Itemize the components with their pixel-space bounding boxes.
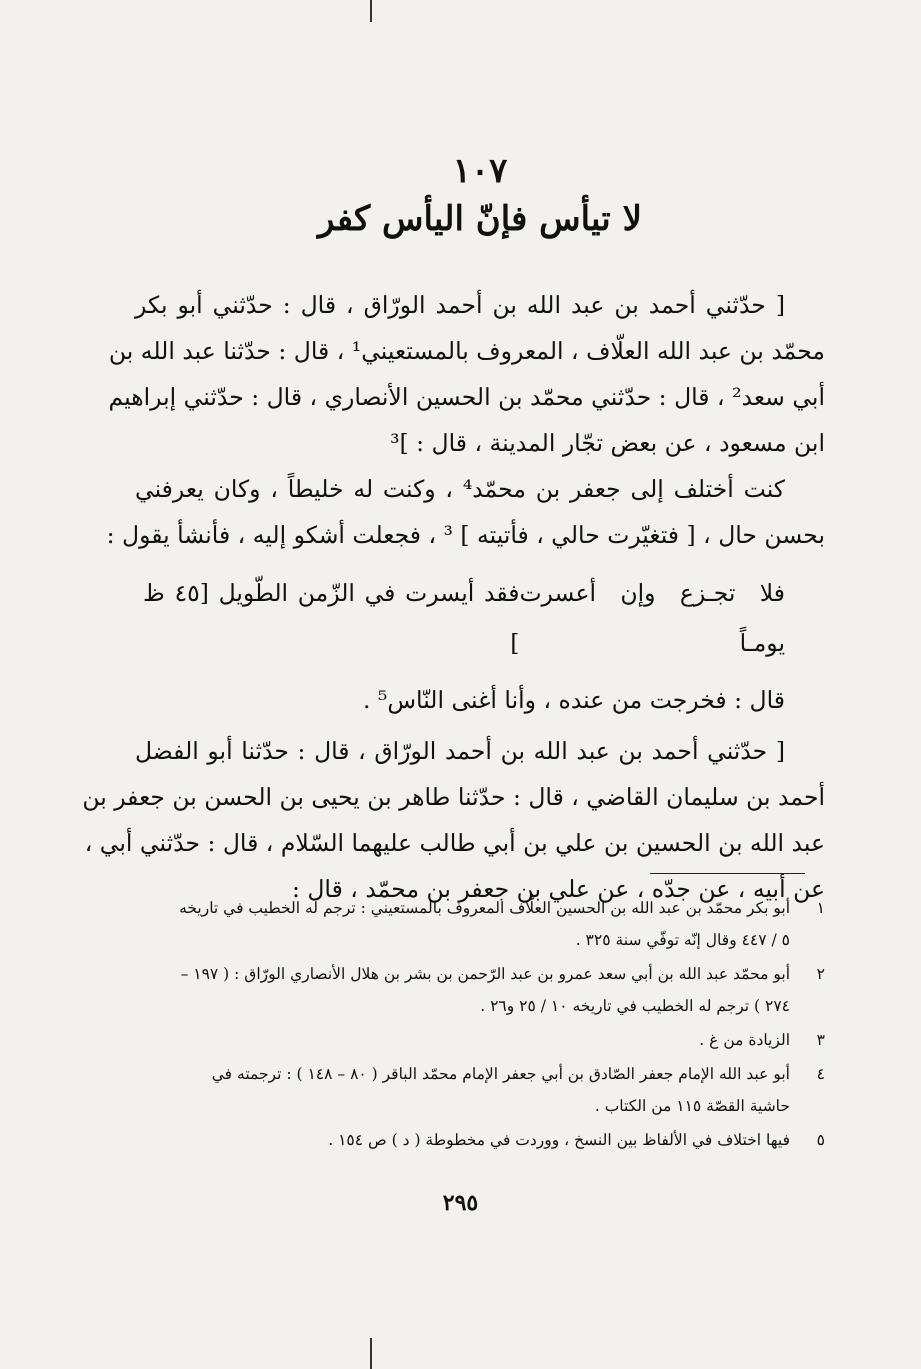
- footnote-line: أبو بكر محمّد بن عبد الله بن الحسين العلّاف المعروف بالمستعيني : ترجم له الخطيب في تاريخه: [179, 899, 790, 917]
- footnote-item: [135, 1024, 825, 1056]
- story-body: [82, 282, 825, 912]
- verse-hemistich-first: فلا تجـزع وإن أعسرت يومـاً: [519, 579, 785, 657]
- footnote-line: فيها اختلاف في الألفاظ بين النسخ ، ووردت في مخطوطة ( د ) ص ١٥٤ .: [328, 1131, 790, 1149]
- body-line-after-verse: قال : فخرجت من عنده ، وأنا أغنى النّاس⁵ .: [362, 686, 785, 714]
- footnote-number: ٥: [816, 1131, 825, 1149]
- story-title: لا تيأس فإنّ اليأس كفر: [318, 199, 642, 239]
- story-number: ١٠٧: [452, 151, 508, 191]
- footnote-number: ٢: [816, 965, 825, 983]
- footnote-line: ٢٧٤ ) ترجم له الخطيب في تاريخه ١٠ / ٢٥ و٢٦ .: [480, 997, 790, 1015]
- scan-edge-mark-bottom: [370, 1338, 372, 1369]
- body-line: أبي سعد² ، قال : حدّثني محمّد بن الحسين الأنصاري ، قال : حدّثني إبراهيم: [108, 383, 825, 411]
- footnote-text: [135, 1058, 790, 1122]
- footnote-text: [135, 1124, 790, 1156]
- footnotes: [135, 892, 825, 1158]
- body-line: [ حدّثني أحمد بن عبد الله بن أحمد الورّاق ، قال : حدّثنا أبو الفضل: [135, 737, 785, 765]
- body-line: عبد الله بن الحسين بن علي بن أبي طالب عليهما السّلام ، قال : حدّثني أبي ،: [84, 829, 825, 857]
- body-line: محمّد بن عبد الله العلّاف ، المعروف بالمستعيني¹ ، قال : حدّثنا عبد الله بن: [108, 337, 825, 365]
- footnote-line: أبو محمّد عبد الله بن أبي سعد عمرو بن عبد الرّحمن بن بشر بن هلال الأنصاري الورّاق : ( ١٩٧ –: [180, 965, 790, 983]
- footnote-line: حاشية القصّة ١١٥ من الكتاب .: [594, 1097, 790, 1115]
- body-line: [ حدّثني أحمد بن عبد الله بن أحمد الورّاق ، قال : حدّثني أبو بكر: [135, 291, 785, 319]
- footnote-number: ١: [816, 899, 825, 917]
- body-line: كنت أختلف إلى جعفر بن محمّد⁴ ، وكنت له خليطاً ، وكان يعرفني: [135, 475, 785, 503]
- footnote-divider: [650, 873, 805, 874]
- footnote-item: [135, 958, 825, 1022]
- body-line: ابن مسعود ، عن بعض تجّار المدينة ، قال : ]³: [390, 429, 825, 457]
- footnote-line: ٥ / ٤٤٧ وقال إنّه توفّي سنة ٣٢٥ .: [575, 931, 790, 949]
- footnote-text: [135, 1024, 790, 1056]
- body-line: عن أبيه ، عن جدّه ، عن علي بن جعفر بن محمّد ، قال :: [291, 875, 825, 903]
- page-number: ٢٩٥: [442, 1190, 479, 1216]
- footnote-line: الزيادة من غ .: [699, 1031, 790, 1049]
- body-line: بحسن حال ، [ فتغيّرت حالي ، فأتيته ] ³ ، فجعلت أشكو إليه ، فأنشأ يقول :: [106, 521, 825, 549]
- body-line: أحمد بن سليمان القاضي ، قال : حدّثنا طاهر بن يحيى بن الحسن بن جعفر بن: [82, 783, 825, 811]
- footnote-line: أبو عبد الله الإمام جعفر الصّادق بن أبي جعفر الإمام محمّد الباقر ( ٨٠ – ١٤٨ ) : ترجمته في: [211, 1065, 790, 1083]
- footnote-item: [135, 892, 825, 956]
- footnote-number: ٤: [816, 1065, 825, 1083]
- footnote-number: ٣: [816, 1031, 825, 1049]
- footnote-item: [135, 1058, 825, 1122]
- book-page: [82, 140, 825, 912]
- poem-verse: [135, 568, 825, 668]
- footnote-text: [135, 958, 790, 1022]
- verse-hemistich-second: فقد أيسرت في الزّمن الطّويل [٤٥ ظ ]: [143, 579, 520, 657]
- scan-edge-mark-top: [370, 0, 372, 22]
- footnote-text: [135, 892, 790, 956]
- footnote-item: [135, 1124, 825, 1156]
